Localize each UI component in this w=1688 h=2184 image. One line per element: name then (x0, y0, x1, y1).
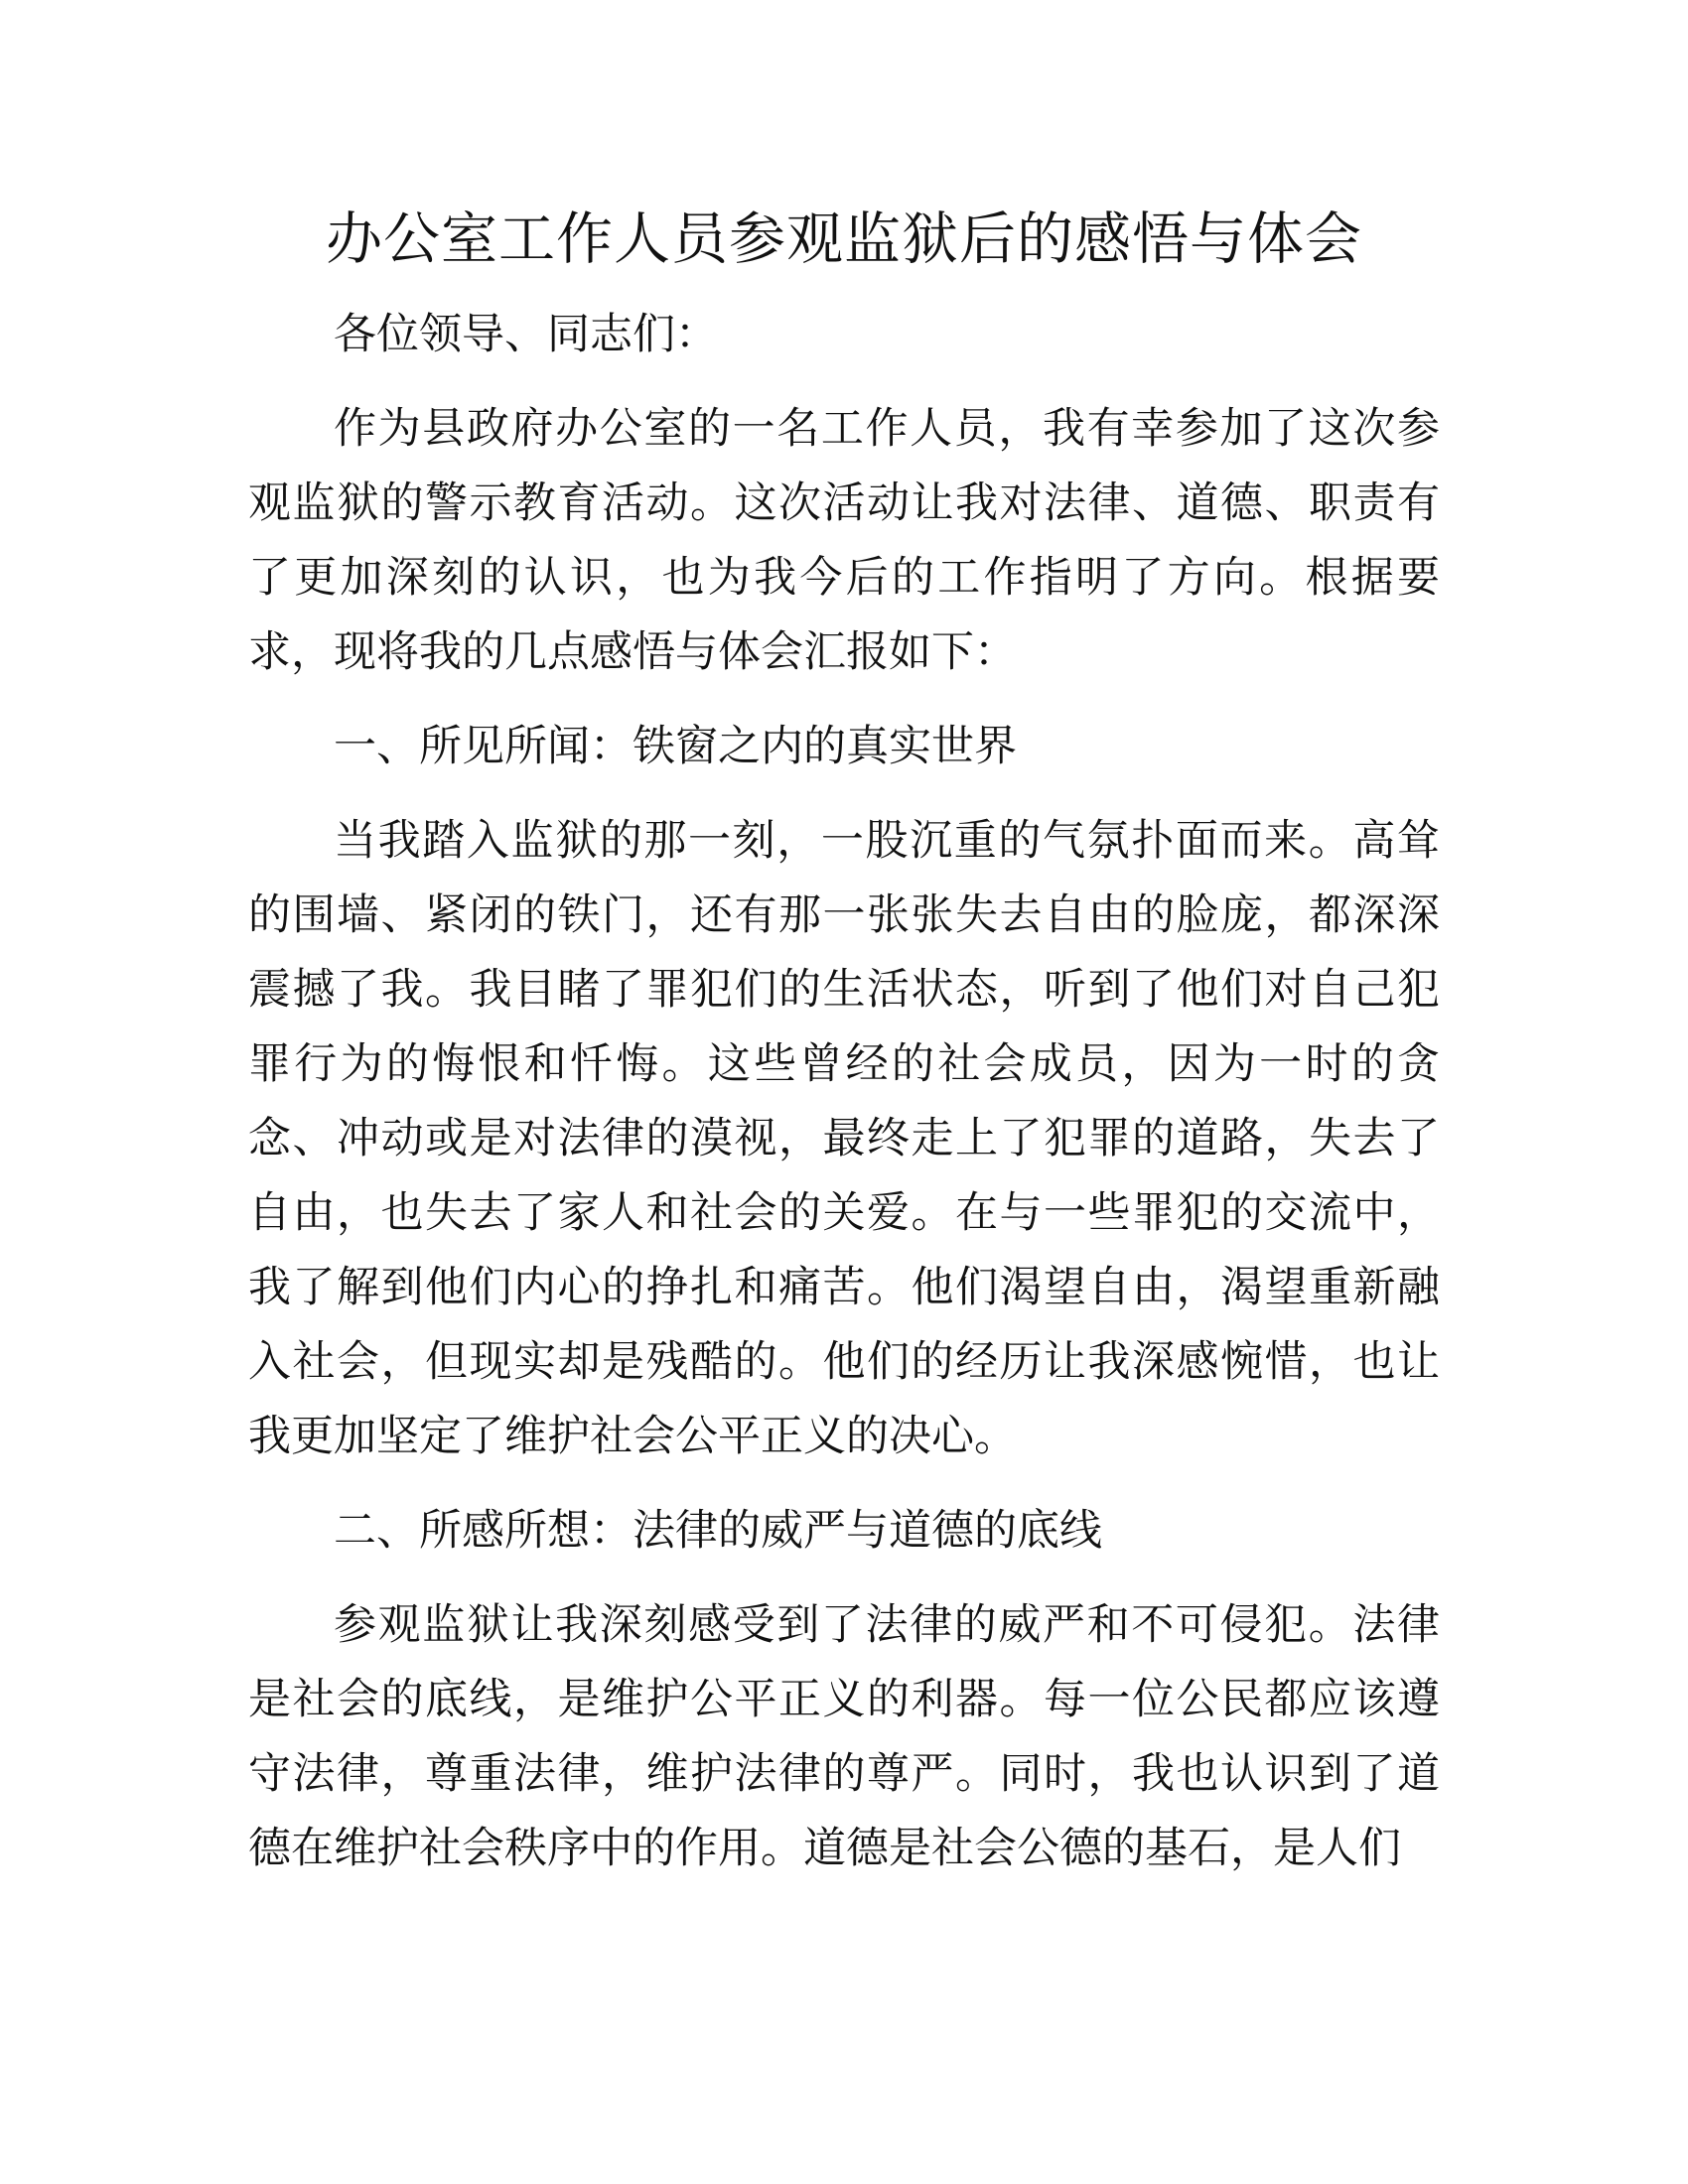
section-2-paragraph: 参观监狱让我深刻感受到了法律的威严和不可侵犯。法律是社会的底线，是维护公平正义的利器。每一位公民都应该遵守法律，尊重法律，维护法律的尊严。同时，我也认识到了道德在维护社会秩序中的作用。道德是社会公德的基石，是人们 (248, 1600, 1440, 1873)
section-1-paragraph: 当我踏入监狱的那一刻，一股沉重的气氛扑面而来。高耸的围墙、紧闭的铁门，还有那一张张失去自由的脸庞，都深深震撼了我。我目睹了罪犯们的生活状态，听到了他们对自己犯罪行为的悔恨和忏悔。这些曾经的社会成员，因为一时的贪念、冲动或是对法律的漠视，最终走上了犯罪的道路，失去了自由，也失去了家人和社会的关爱。在与一些罪犯的交流中，我了解到他们内心的挣扎和痛苦。他们渴望自由，渴望重新融入社会，但现实却是残酷的。他们的经历让我深感惋惜，也让我更加坚定了维护社会公平正义的决心。 (248, 816, 1440, 1461)
section-1-heading: 一、所见所闻：铁窗之内的真实世界 (334, 722, 1017, 771)
intro-paragraph: 作为县政府办公室的一名工作人员，我有幸参加了这次参观监狱的警示教育活动。这次活动让我对法律、道德、职责有了更加深刻的认识，也为我今后的工作指明了方向。根据要求，现将我的几点感悟与体会汇报如下： (248, 404, 1440, 677)
document-title: 办公室工作人员参观监狱后的感悟与体会 (326, 206, 1362, 272)
document-body (248, 298, 1440, 1906)
section-2-heading: 二、所感所想：法律的威严与道德的底线 (334, 1506, 1102, 1556)
salutation: 各位领导、同志们： (334, 310, 718, 359)
